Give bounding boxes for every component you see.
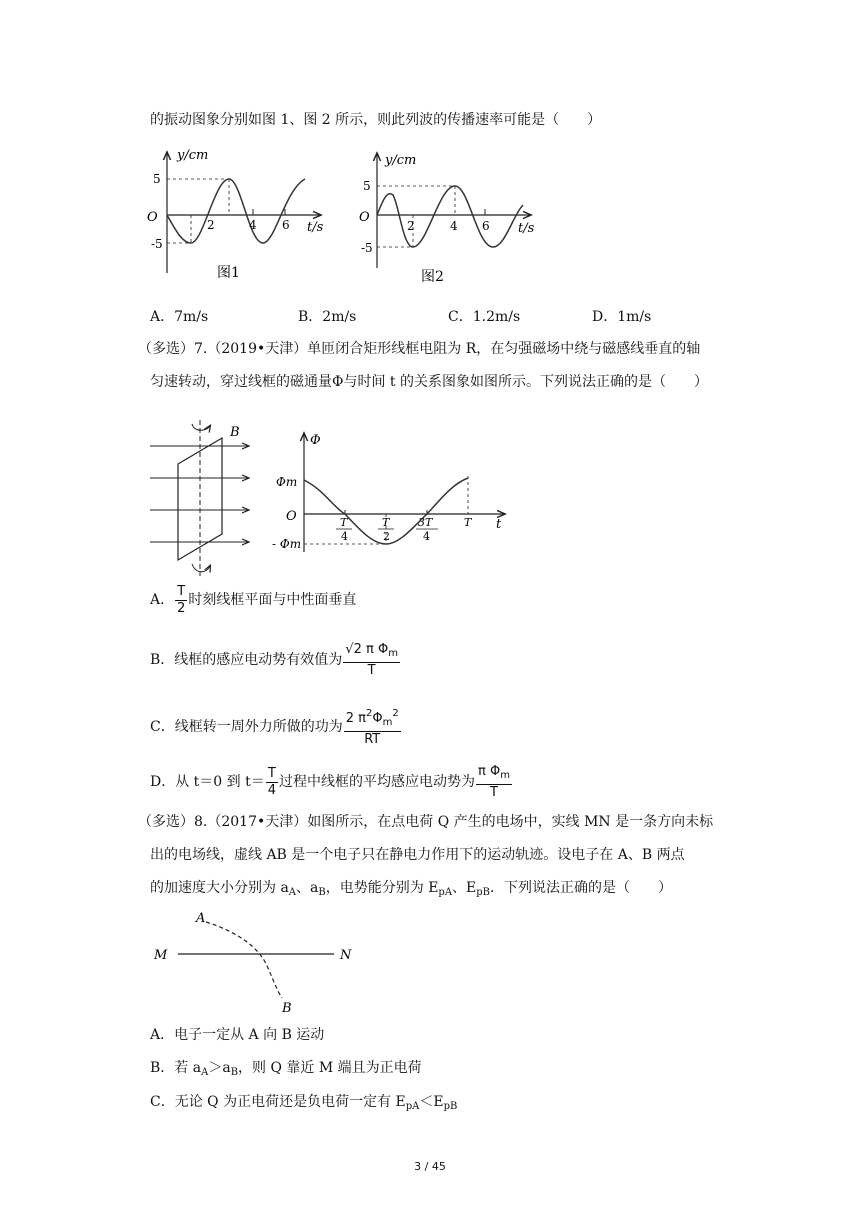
q7-option-a: A． $\frac{T}{2}$ 时刻线框平面与中性面垂直 bbox=[150, 583, 357, 616]
q7-figure-flux-graph bbox=[272, 428, 522, 558]
flux-time-graph bbox=[272, 428, 522, 558]
q7-stem-line-1: （多选）7.（2019•天津）单匝闭合矩形线框电阻为 R，在匀强磁场中绕与磁感线垂直的轴 bbox=[138, 341, 701, 357]
xtick-6: 6 bbox=[282, 218, 290, 232]
origin-label: O bbox=[286, 509, 297, 524]
q6-figure-1 bbox=[145, 145, 345, 285]
xtick-6: 6 bbox=[482, 219, 490, 233]
phi-max-label: Φm bbox=[276, 475, 298, 489]
xtick-2: 2 bbox=[407, 219, 415, 233]
wave-curve bbox=[167, 179, 305, 243]
q8-stem-line-2: 出的电场线，虚线 AB 是一个电子只在静电力作用下的运动轨迹。设电子在 A、B 两点 bbox=[150, 847, 685, 863]
vibration-graph-1 bbox=[145, 145, 345, 285]
xtick-4: 4 bbox=[249, 218, 257, 232]
tick-t4 bbox=[336, 516, 352, 543]
y-label: y/cm bbox=[177, 148, 209, 163]
point-b-label: B bbox=[282, 1001, 292, 1016]
q8-stem-line-3: 的加速度大小分别为 $a_A$、$a_B$，电势能分别为 $E_{pA}$、$E_{pB}$．下列说法正确的是（ ） bbox=[150, 880, 673, 898]
xtick-2: 2 bbox=[207, 218, 215, 232]
origin-label: O bbox=[147, 210, 158, 225]
q8-option-a: A．电子一定从 A 向 B 运动 bbox=[150, 1027, 325, 1043]
ytick-neg5: -5 bbox=[151, 237, 163, 251]
q6-stem-tail: 的振动图象分别如图 1、图 2 所示，则此列波的传播速率可能是（ ） bbox=[150, 112, 602, 128]
q6-option-a: A．7m/s bbox=[150, 309, 209, 325]
q6-option-c: C．1.2m/s bbox=[448, 309, 521, 325]
x-label: t/s bbox=[307, 220, 324, 235]
figure-caption: 图2 bbox=[421, 269, 444, 285]
q6-figure-2 bbox=[355, 150, 555, 290]
trajectory-ab bbox=[206, 922, 282, 998]
svg-text:3T: 3T bbox=[418, 516, 433, 529]
q8-figure bbox=[148, 908, 368, 1018]
point-m-label: M bbox=[154, 948, 168, 963]
tick-3t4 bbox=[416, 516, 438, 543]
rotating-coil-diagram bbox=[148, 418, 268, 580]
y-label: y/cm bbox=[385, 153, 417, 168]
field-label: B bbox=[230, 425, 240, 440]
page-number: 3 / 45 bbox=[414, 1160, 446, 1173]
q7-option-c: C．线框转一周外力所做的功为 $\frac{2 \pi^2\Phi_m^2}{RT}$ bbox=[150, 708, 399, 747]
point-a-label: A bbox=[196, 911, 206, 926]
fraction-t-over-2: $\frac{T}{2}$ bbox=[177, 583, 186, 616]
svg-text:2: 2 bbox=[383, 530, 390, 543]
svg-text:4: 4 bbox=[423, 530, 430, 543]
q7-stem-line-2: 匀速转动，穿过线框的磁通量Φ与时间 t 的关系图象如图所示。下列说法正确的是（ ） bbox=[150, 374, 709, 390]
q6-option-b: B．2m/s bbox=[298, 309, 357, 325]
q6-option-d: D．1m/s bbox=[592, 309, 652, 325]
svg-text:T: T bbox=[382, 516, 390, 529]
tick-t: T bbox=[464, 516, 472, 529]
phi-label: Φ bbox=[310, 433, 321, 448]
field-line-diagram bbox=[148, 908, 368, 1018]
q8-option-c: C．无论 Q 为正电荷还是负电荷一定有 $E_{pA}<E_{pB}$ bbox=[150, 1094, 458, 1112]
t-label: t bbox=[496, 517, 502, 532]
svg-text:T: T bbox=[340, 516, 348, 529]
point-n-label: N bbox=[340, 948, 352, 963]
fraction-avg-emf: $\frac{\pi \Phi_m}{T}$ bbox=[478, 763, 510, 800]
ytick-5: 5 bbox=[363, 179, 371, 193]
figure-caption: 图1 bbox=[217, 265, 240, 281]
xtick-4: 4 bbox=[450, 219, 458, 233]
origin-label: O bbox=[359, 210, 370, 225]
q7-option-b: B．线框的感应电动势有效值为 $\frac{√2 \pi \Phi_m}{T}$ bbox=[150, 641, 398, 678]
q7-figure-coil bbox=[148, 418, 268, 580]
tick-t2 bbox=[378, 516, 394, 543]
q8-stem-line-1: （多选）8.（2017•天津）如图所示，在点电荷 Q 产生的电场中，实线 MN 是一条方向未标 bbox=[138, 814, 714, 830]
fraction-emf-rms: $\frac{√2 \pi \Phi_m}{T}$ bbox=[345, 641, 398, 678]
q8-option-b: B．若 $a_A>a_B$，则 Q 靠近 M 端且为正电荷 bbox=[150, 1060, 422, 1078]
svg-text:4: 4 bbox=[341, 530, 348, 543]
q7-option-d: D．从 t＝0 到 t＝ $\frac{T}{4}$ 过程中线框的平均感应电动势为 $\frac{\pi \Phi_m}{T}$ bbox=[150, 763, 510, 800]
ytick-neg5: -5 bbox=[361, 241, 373, 255]
ytick-5: 5 bbox=[153, 172, 161, 186]
wave-curve bbox=[377, 186, 523, 247]
fraction-work: $\frac{2 \pi^2\Phi_m^2}{RT}$ bbox=[345, 708, 399, 747]
vibration-graph-2 bbox=[355, 150, 555, 290]
phi-min-label: - Φm bbox=[272, 537, 302, 551]
fraction-t-over-4: $\frac{T}{4}$ bbox=[267, 765, 277, 798]
x-label: t/s bbox=[518, 221, 535, 236]
